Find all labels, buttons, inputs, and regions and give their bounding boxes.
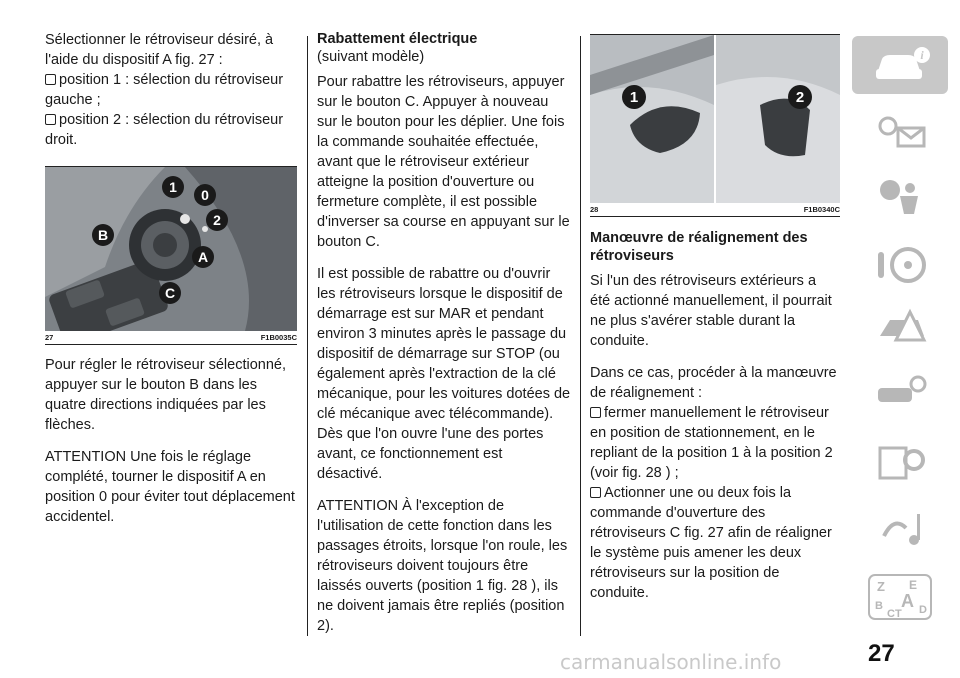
- figure-27: [45, 166, 297, 345]
- paragraph: ATTENTION Une fois le réglage complété, tourner le dispositif A en position 0 pour éviter tout déplacement accidentel.: [45, 449, 295, 525]
- watermark: carmanualsonline.info: [560, 650, 782, 674]
- callout-0: 0: [201, 187, 209, 203]
- callout-2: 2: [795, 89, 805, 106]
- callout-a: A: [197, 249, 209, 265]
- bullet-text: fermer manuellement le rétroviseur en position de stationnement, en le repliant de la position 1 à la position 2 (voir fig. 28 ) ;: [590, 405, 833, 481]
- column-divider: [580, 36, 581, 636]
- checkbox-bullet-icon: [590, 407, 601, 418]
- figure-caption: [590, 203, 840, 216]
- bullet-text: Actionner une ou deux fois la commande d'ouverture des rétroviseurs C fig. 27 afin de réaligner le système puis amener les deux rétroviseurs sur la position de conduite.: [590, 485, 832, 601]
- safety-icon[interactable]: [852, 168, 948, 226]
- callout-1: 1: [169, 179, 177, 195]
- paragraph: Dans ce cas, procéder à la manœuvre de réalignement :: [590, 365, 837, 401]
- index-letter: C: [887, 608, 895, 620]
- figure-code: F1B0035C: [260, 333, 297, 342]
- bullet-item: [45, 110, 297, 150]
- intro-text: Sélectionner le rétroviseur désiré, à l'aide du dispositif A fig. 27 :: [45, 32, 274, 68]
- index-letter: D: [919, 604, 927, 616]
- figure-number: 27: [45, 333, 54, 342]
- figure-28: [590, 34, 840, 217]
- figure-number: 28: [590, 205, 599, 214]
- steering-wheel-icon[interactable]: [852, 236, 948, 294]
- column-right: [590, 30, 840, 615]
- callout-b: B: [97, 227, 109, 243]
- figure-code: F1B0340C: [803, 205, 840, 214]
- multimedia-icon[interactable]: [852, 500, 948, 558]
- index-icon[interactable]: [852, 568, 948, 626]
- checkbox-bullet-icon: [590, 487, 601, 498]
- paragraph: Pour rabattre les rétroviseurs, appuyer sur le bouton C. Appuyer à nouveau sur le bouton pour les déplier. Une fois la commande souhaitée effectuée, avant que le rétroviseur extérieur atteigne la position d'ouverture ou fermeture complète, il est possible d'inverser sa course en appuyant sur le bouton C.: [317, 74, 570, 250]
- column-middle: [317, 30, 571, 648]
- door-switch-photo: [45, 167, 297, 331]
- column-left: [45, 30, 297, 539]
- column-divider: [307, 36, 308, 636]
- checkbox-bullet-icon: [45, 114, 56, 125]
- callout-c: C: [164, 285, 176, 301]
- callout-1: 1: [629, 89, 639, 106]
- callout-2: 2: [213, 212, 221, 228]
- index-letter: Z: [877, 579, 885, 594]
- car-info-icon[interactable]: [852, 36, 948, 94]
- paragraph: Il est possible de rabattre ou d'ouvrir les rétroviseurs lorsque le dispositif de démarrage est sur MAR et pendant environ 3 minutes après le passage du dispositif de démarrage sur STOP (ou également après l'extraction de la clé mécanique, pour les voitures dotées de clé mécanique avec télécommande). Dès que l'on ouvre l'une des portes avant, ce fonctionnement est désactivé.: [317, 266, 571, 482]
- page-number: 27: [868, 640, 895, 667]
- svg-text:i: i: [920, 48, 924, 62]
- section-heading: Manœuvre de réalignement des rétroviseurs: [590, 230, 808, 264]
- mirror-positions-photo: [590, 35, 840, 203]
- index-letter: B: [875, 600, 883, 612]
- car-maintenance-icon[interactable]: [852, 364, 948, 422]
- figure-caption: [45, 331, 297, 344]
- bullet-text: position 2 : sélection du rétroviseur droit.: [45, 112, 284, 148]
- index-letter: A: [901, 591, 914, 611]
- index-letter: T: [895, 608, 902, 620]
- paragraph: Si l'un des rétroviseurs extérieurs a été actionné manuellement, il pourrait ne plus s'avérer stable durant la conduite.: [590, 273, 832, 349]
- technical-data-icon[interactable]: [852, 432, 948, 490]
- index-letter: E: [909, 578, 918, 592]
- section-subheading: (suivant modèle): [317, 49, 425, 65]
- paragraph: Pour régler le rétroviseur sélectionné, appuyer sur le bouton B dans les quatre directions indiquées par les flèches.: [45, 357, 286, 433]
- bullet-text: position 1 : sélection du rétroviseur gauche ;: [45, 72, 284, 108]
- checkbox-bullet-icon: [45, 74, 56, 85]
- emergency-icon[interactable]: [852, 300, 948, 358]
- bullet-item: [590, 403, 840, 483]
- section-heading: Rabattement électrique: [317, 31, 478, 47]
- paragraph: ATTENTION À l'exception de l'utilisation de cette fonction dans les passages étroits, lorsque l'on roule, les rétroviseurs doivent toujours être laissés ouverts (position 1 fig. 28 ), ils ne doivent jamais être repliés (position 2).: [317, 498, 568, 634]
- bullet-item: [590, 483, 840, 603]
- warning-lights-icon[interactable]: [852, 104, 948, 162]
- bullet-item: [45, 70, 297, 110]
